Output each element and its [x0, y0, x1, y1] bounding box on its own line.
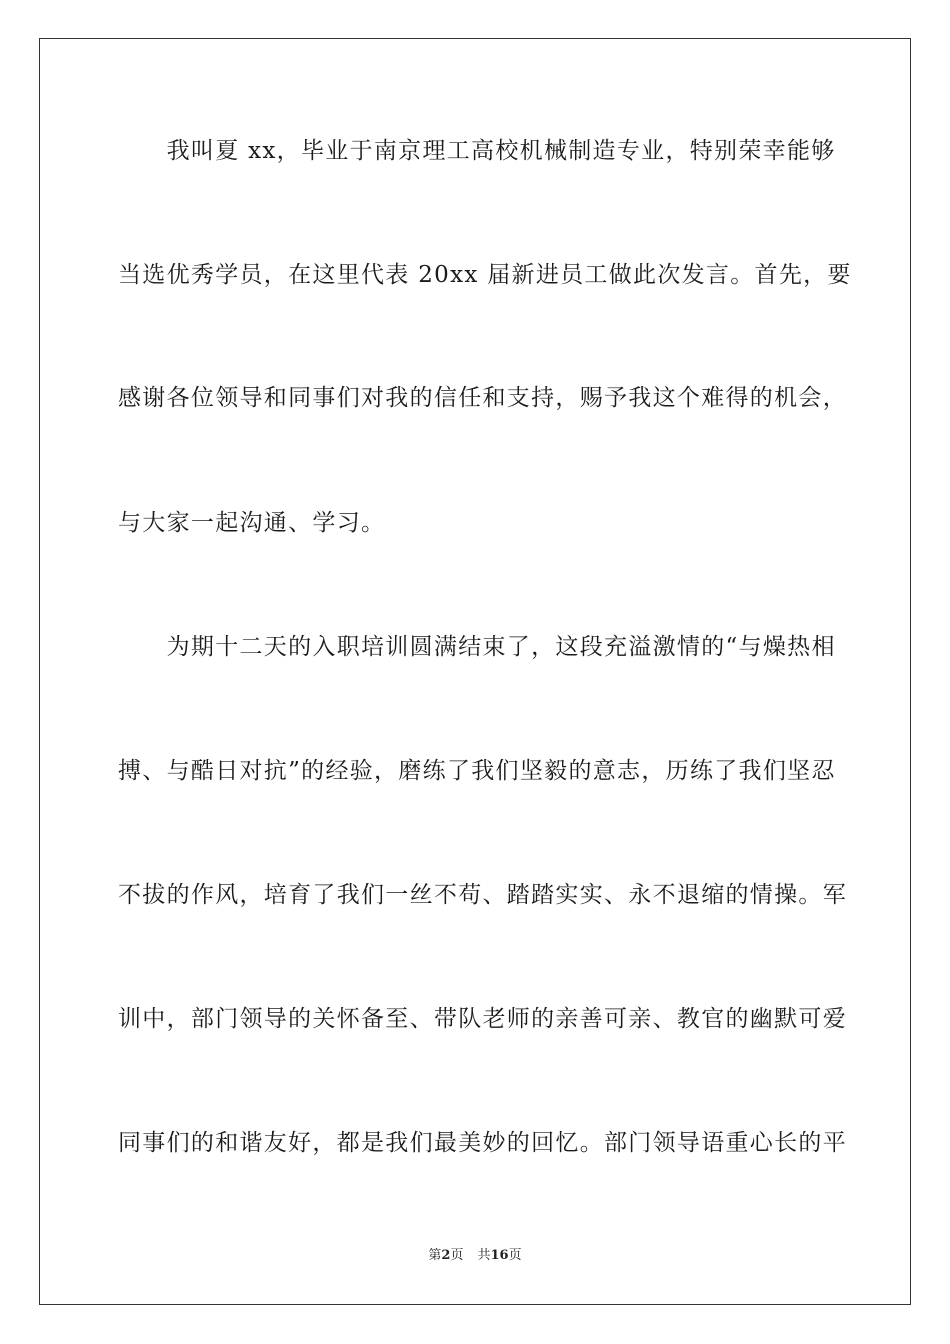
paragraph-line: 感谢各位领导和同事们对我的信任和支持，赐予我这个难得的机会，: [118, 385, 847, 411]
paragraph-line: 不拔的作风，培育了我们一丝不苟、踏踏实实、永不退缩的情操。军: [118, 882, 847, 908]
page-prefix: 第: [428, 1248, 442, 1263]
page-number: 2: [441, 1248, 451, 1263]
total-prefix: 共: [477, 1248, 491, 1263]
paragraph-line: 我叫夏 xx，毕业于南京理工高校机械制造专业，特别荣幸能够: [118, 138, 836, 164]
total-suffix: 页: [508, 1248, 522, 1263]
paragraph-line: 与大家一起沟通、学习。: [118, 510, 386, 536]
paragraph-line: 搏、与酷日对抗”的经验，磨练了我们坚毅的意志，历练了我们坚忍: [118, 758, 836, 784]
total-pages: 16: [490, 1248, 509, 1263]
page-footer: [0, 1247, 950, 1265]
paragraph-line: 同事们的和谐友好，都是我们最美妙的回忆。部门领导语重心长的平: [118, 1130, 847, 1156]
page-suffix: 页: [450, 1248, 464, 1263]
paragraph-line: 当选优秀学员，在这里代表 20xx 届新进员工做此次发言。首先，要: [118, 262, 852, 288]
page-border: [39, 38, 911, 1305]
paragraph-line: 为期十二天的入职培训圆满结束了，这段充溢激情的“与燥热相: [118, 634, 836, 660]
paragraph-line: 训中，部门领导的关怀备至、带队老师的亲善可亲、教官的幽默可爱: [118, 1006, 847, 1032]
